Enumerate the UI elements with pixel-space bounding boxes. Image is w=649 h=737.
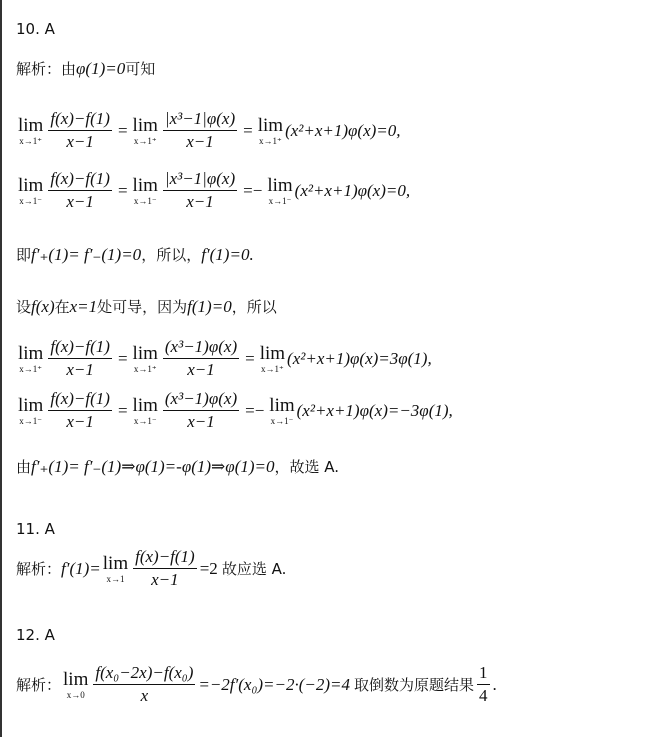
limit-4b: lim x→1⁻ (132, 394, 158, 426)
q11-number: 11. A (16, 520, 55, 538)
limit-1b: lim x→1⁺ (132, 114, 158, 146)
fraction-1a: $\frac{f(x)-f(1)}{x-1}$ (50, 109, 110, 151)
fraction-result: $\frac{1}{4}$ (479, 663, 488, 705)
q12-eq: 解析： lim x→0 $\frac{\text{f(x₀−2x)−f(x₀)}}{x}$ =−2f′(x₀)=−2·(−2)=4 取倒数为原题结果 $\frac{1}{4}$ . (16, 663, 497, 705)
limit-1c: lim x→1⁺ (257, 114, 284, 146)
limit-4c: lim x→1⁻ (269, 394, 295, 426)
q10-intro-label: 解析：由 (16, 60, 77, 78)
fraction-12: $\frac{\text{f(x₀−2x)−f(x₀)}}{x}$ (95, 663, 194, 705)
rhs-1: (x²+x+1)φ(x)=0, (285, 120, 401, 140)
limit-1a: lim x→1⁺ (18, 114, 44, 146)
q10-conclusion-2: 由f′₊(1)= f′₋(1)⇒φ(1)=-φ(1)⇒φ(1)=0，故选 A. (16, 457, 340, 476)
fraction-4a: $\frac{f(x)-f(1)}{x-1}$ (50, 389, 110, 431)
q10-conclusion-1: 即f′₊(1)= f′₋(1)=0，所以，f′(1)=0. (16, 245, 254, 264)
limit-3b: lim x→1⁺ (132, 342, 158, 374)
fraction-2b: $\frac{\text{|x³−1|φ(x)}}{x-1}$ (164, 169, 236, 211)
q11-eq: 解析： f′(1)= lim x→1 $\frac{f(x)-f(1)}{x-1}$ =2 故应选 A. (16, 547, 287, 589)
q10-setup: 设f(x)在x=1处可导，因为f(1)=0，所以 (16, 297, 277, 316)
fraction-1b: $\frac{\text{|x³−1|φ(x)}}{x-1}$ (164, 109, 236, 151)
fraction-11: $\frac{f(x)-f(1)}{x-1}$ (135, 547, 195, 589)
q10-eq1: lim x→1⁺ $\frac{f(x)-f(1)}{x-1}$ = lim x→1⁺ $\frac{\text{|x³−1|φ(x)}}{x-1}$ = lim x→1⁺ (x²+x+1)φ(x)=0, (18, 109, 401, 151)
fraction-2a: $\frac{f(x)-f(1)}{x-1}$ (50, 169, 110, 211)
q10-eq2: lim x→1⁻ $\frac{f(x)-f(1)}{x-1}$ = lim x→1⁻ $\frac{\text{|x³−1|φ(x)}}{x-1}$ =− lim x→1⁻ (x²+x+1)φ(x)=0, (18, 169, 411, 211)
q10-eq4: lim x→1⁻ $\frac{f(x)-f(1)}{x-1}$ = lim x→1⁻ $\frac{\text{(x³−1)φ(x)}}{x-1}$ =− lim x→1⁻ (x²+x+1)φ(x)=−3φ(1), (18, 389, 453, 431)
rhs-3: (x²+x+1)φ(x)=3φ(1), (287, 348, 432, 368)
limit-2b: lim x→1⁻ (132, 174, 158, 206)
limit-4a: lim x→1⁻ (18, 394, 44, 426)
rhs-4: (x²+x+1)φ(x)=−3φ(1), (296, 400, 453, 420)
fraction-3a: $\frac{f(x)-f(1)}{x-1}$ (50, 337, 110, 379)
rhs-2: (x²+x+1)φ(x)=0, (294, 180, 411, 200)
q10-intro-math: φ(1)=0 (76, 59, 126, 78)
limit-2c: lim x→1⁻ (267, 174, 293, 206)
limit-2a: lim x→1⁻ (18, 174, 44, 206)
limit-3c: lim x→1⁺ (259, 342, 286, 374)
q10-eq3: lim x→1⁺ $\frac{f(x)-f(1)}{x-1}$ = lim x→1⁺ $\frac{\text{(x³−1)φ(x)}}{x-1}$ = lim x→1⁺ (x²+x+1)φ(x)=3φ(1), (18, 337, 432, 379)
fraction-4b: $\frac{\text{(x³−1)φ(x)}}{x-1}$ (164, 389, 238, 431)
limit-12: lim x→0 (63, 668, 89, 700)
q10-number: 10. A (16, 20, 55, 38)
limit-3a: lim x→1⁺ (18, 342, 44, 374)
fraction-3b: $\frac{\text{(x³−1)φ(x)}}{x-1}$ (164, 337, 238, 379)
q12-number: 12. A (16, 626, 55, 644)
q10-intro (16, 58, 155, 79)
q10-intro-tail: 可知 (125, 60, 156, 78)
limit-11: lim x→1 (102, 552, 129, 584)
